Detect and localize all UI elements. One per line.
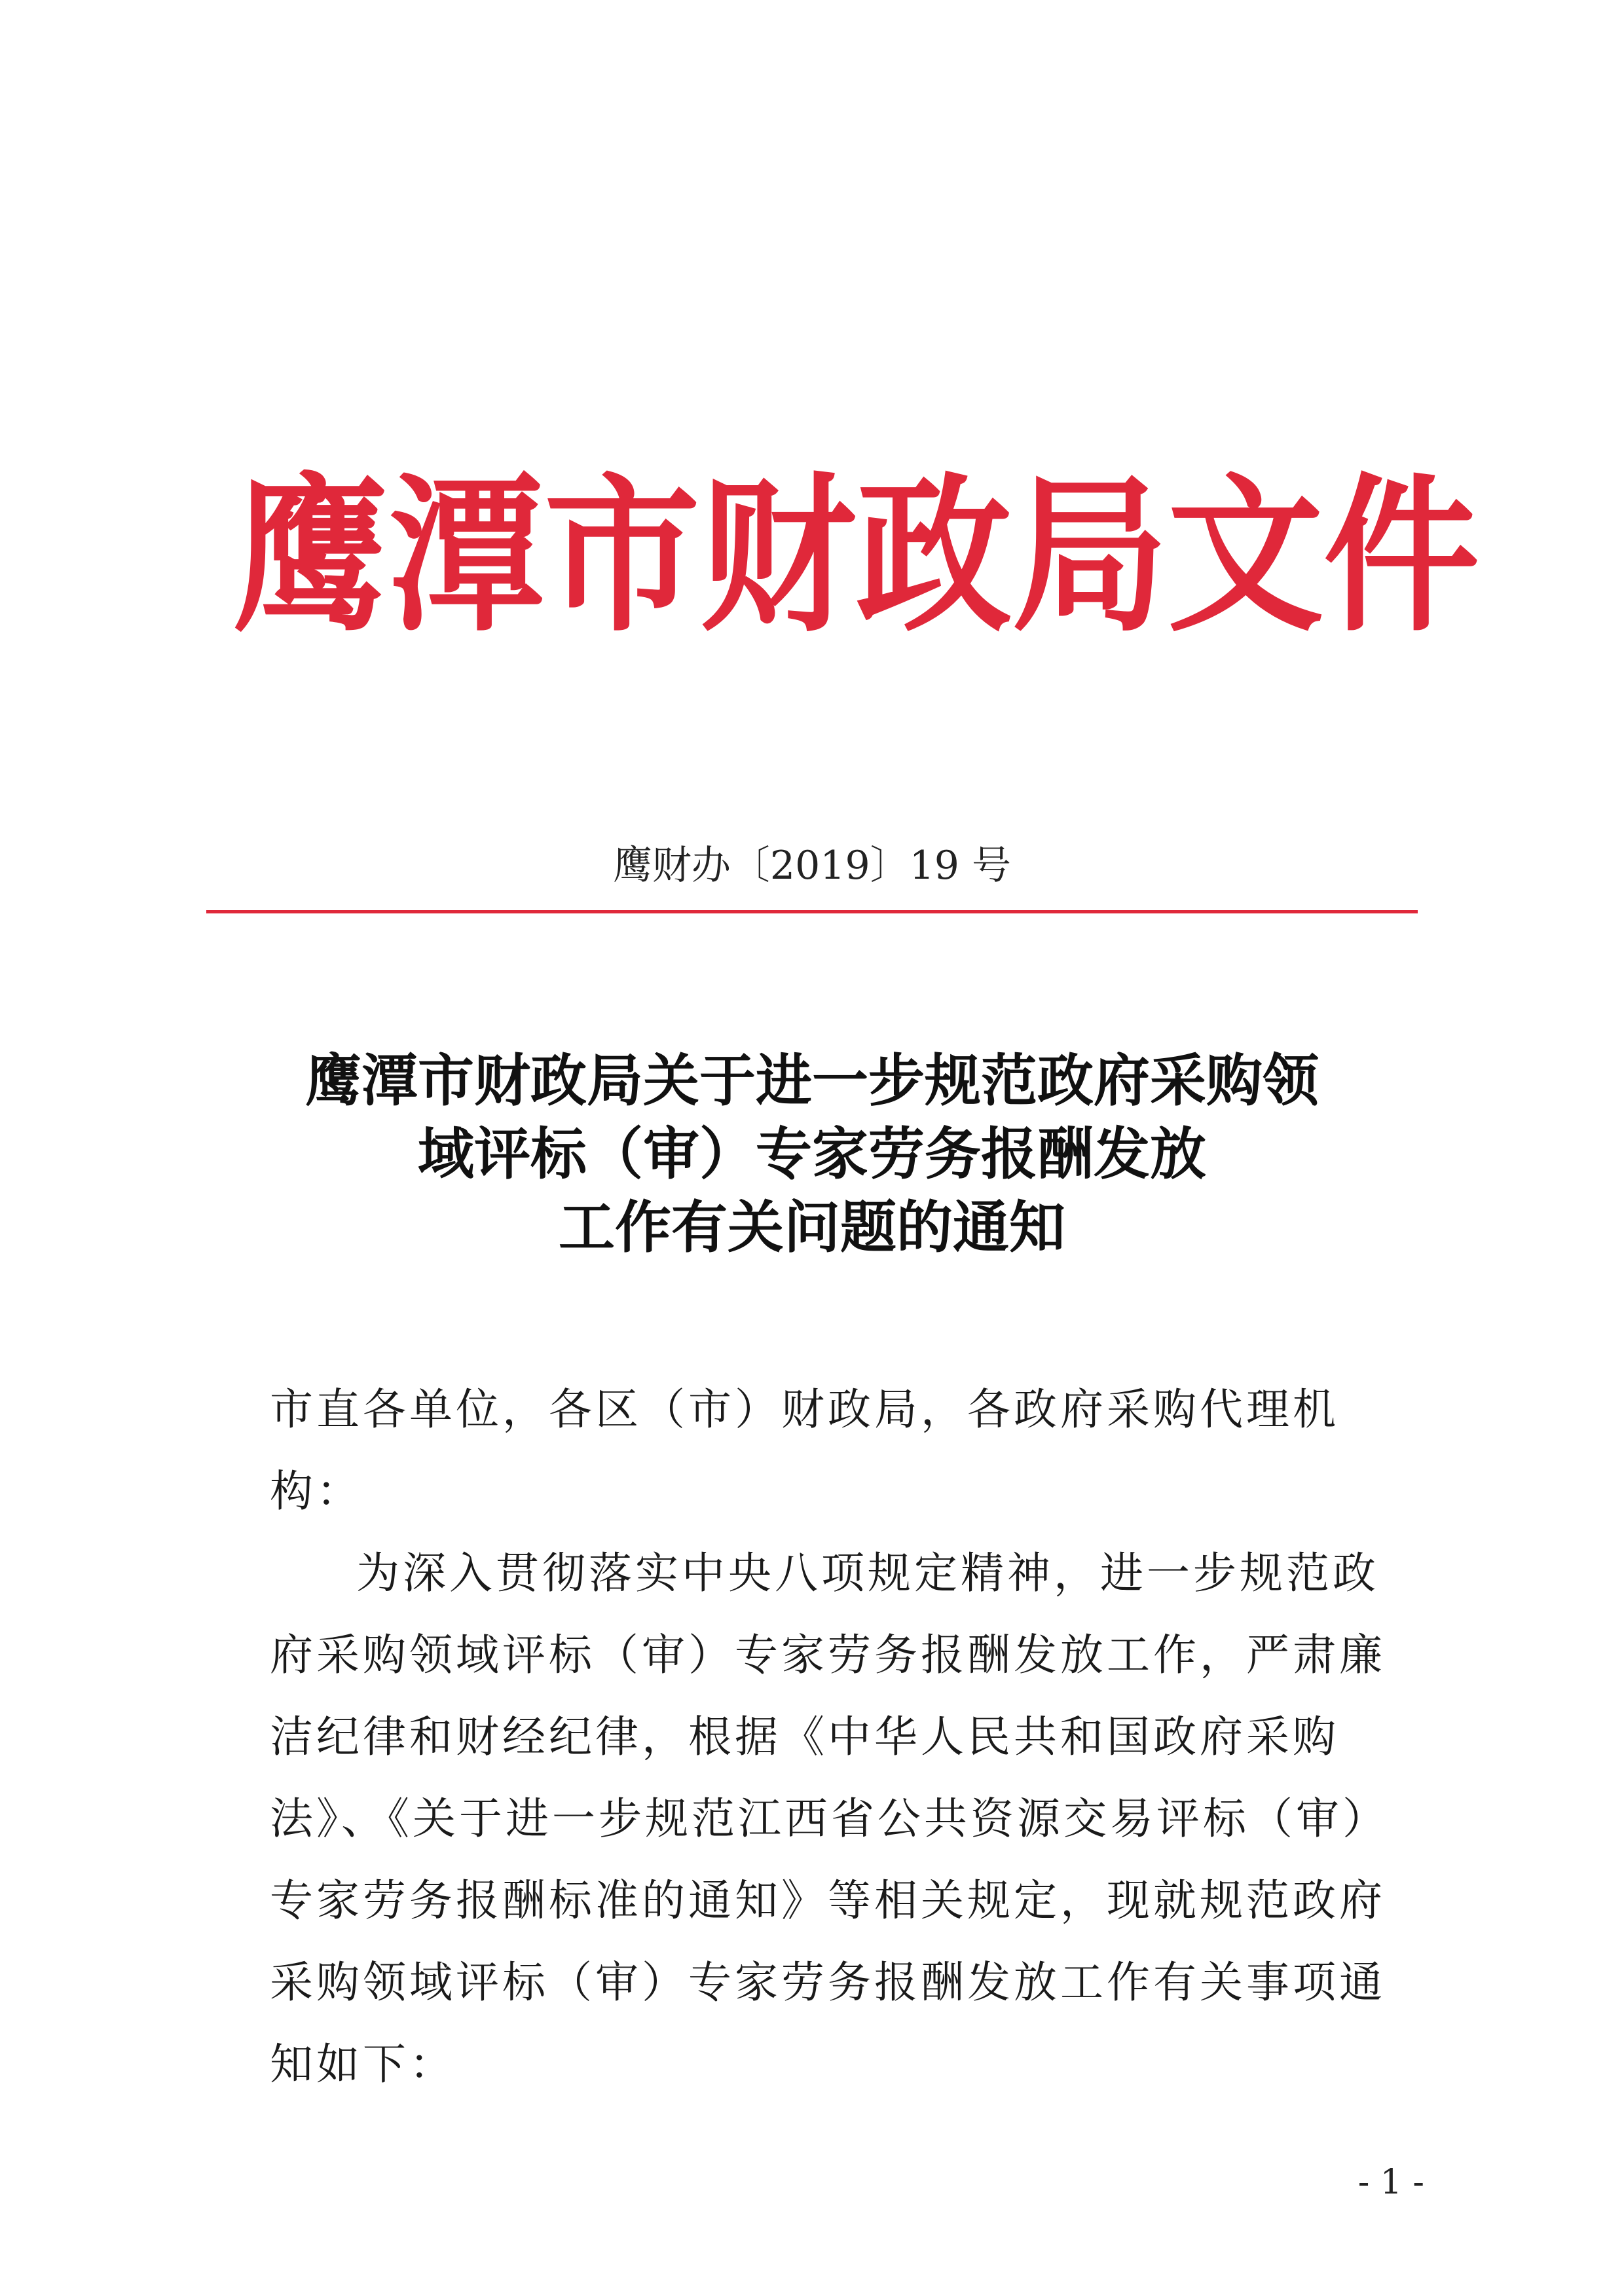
body-paragraph: 为深入贯彻落实中央八项规定精神，进一步规范政府采购领域评标（审）专家劳务报酬发放工作，严肃廉洁纪律和财经纪律，根据《中华人民共和国政府采购法》、《关于进一步规范江西省公共资源交易评标（审）专家劳务报酬标准的通知》等相关规定，现就规范政府采购领域评标（审）专家劳务报酬发放工作有关事项通知如下： [270,1548,1389,2089]
header-char: 潭 [388,457,544,655]
header-char: 件 [1323,457,1479,655]
page-number: - 1 - [1357,2163,1424,2202]
body-text [270,1368,1396,2105]
header-char: 市 [544,457,700,655]
header-char: 文 [1168,457,1323,655]
red-divider-line [206,910,1418,913]
header-char: 局 [1012,457,1168,655]
notice-title [0,1044,1624,1264]
salutation: 市直各单位，各区（市）财政局，各政府采购代理机构： [270,1384,1339,1516]
title-line: 鹰潭市财政局关于进一步规范政府采购领 [305,1048,1319,1114]
header-char: 鹰 [232,457,388,655]
header-char: 财 [700,457,856,655]
document-number: 鹰财办〔2019〕19 号 [612,843,1012,889]
title-line: 域评标（审）专家劳务报酬发放 [418,1122,1206,1187]
issuer-header [232,452,1479,661]
title-line: 工作有关问题的通知 [559,1195,1065,1260]
header-char: 政 [856,457,1012,655]
